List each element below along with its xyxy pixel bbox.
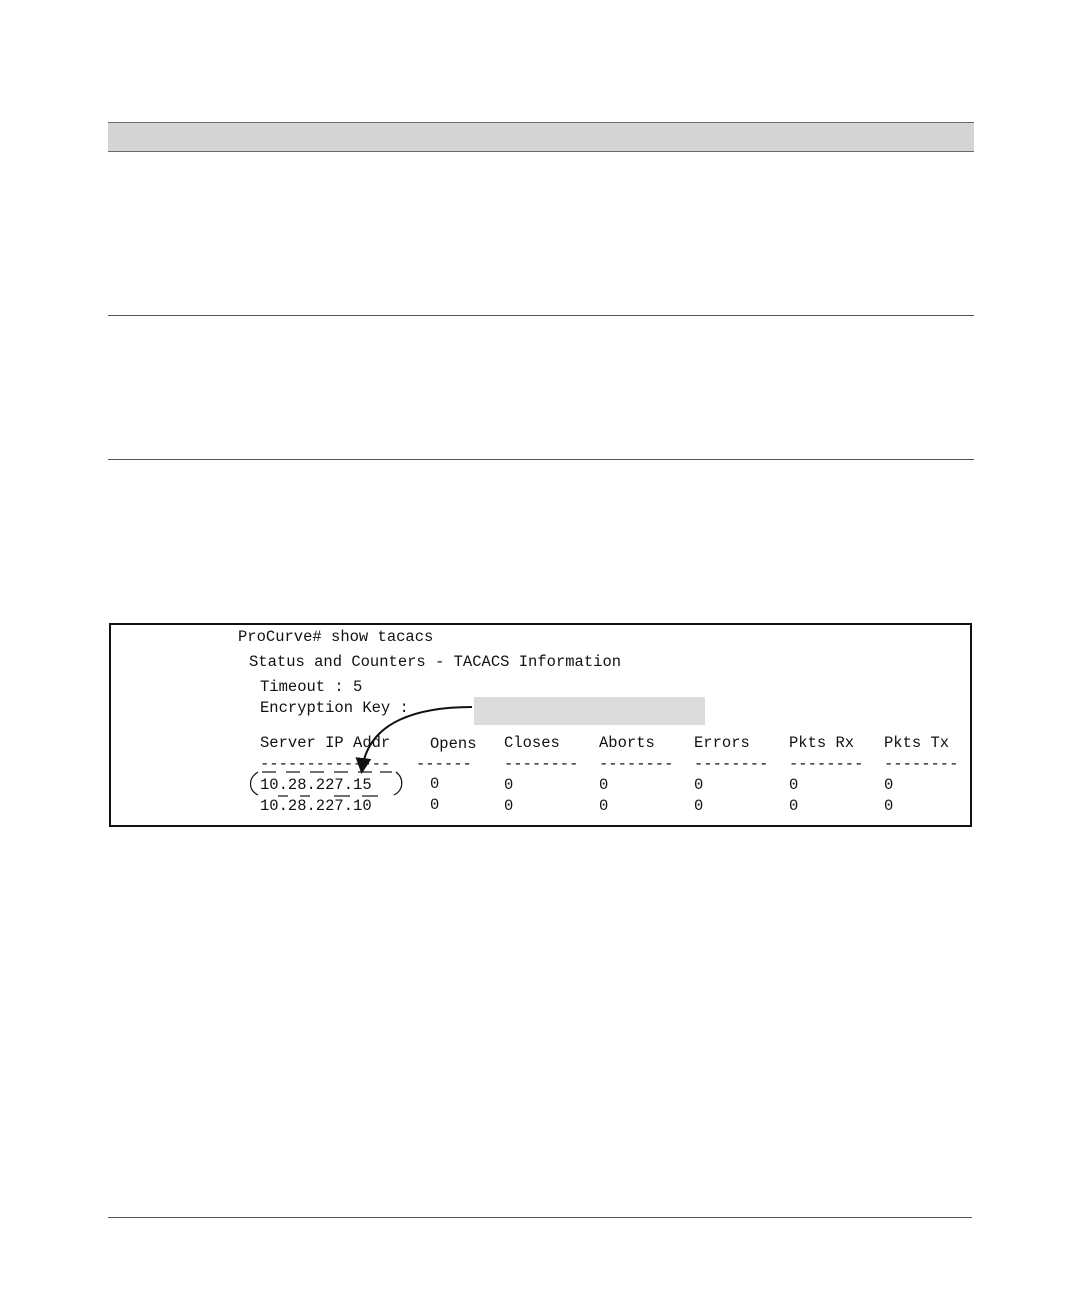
column-separator: -------- [694, 755, 769, 773]
table-row-1-errors: 0 [694, 776, 704, 794]
cli-timeout-line: Timeout : 5 [260, 678, 363, 696]
column-separator: -------- [789, 755, 864, 773]
table-row-1-opens: 0 [430, 775, 440, 793]
footer-rule [108, 1217, 972, 1218]
table-row-2-errors: 0 [694, 797, 704, 815]
table-row-1-closes: 0 [504, 776, 514, 794]
table-row-divider [108, 315, 974, 316]
table-row-2-closes: 0 [504, 797, 514, 815]
column-header-pkts-tx: Pkts Tx [884, 734, 950, 752]
column-separator: -------- [504, 755, 579, 773]
table-row-divider [108, 459, 974, 460]
column-separator: -------- [599, 755, 674, 773]
column-separator: -------- [884, 755, 959, 773]
table-row-1-aborts: 0 [599, 776, 609, 794]
cli-status-title: Status and Counters - TACACS Information [249, 653, 622, 671]
table-row-2-ip: 10.28.227.10 [260, 797, 372, 815]
table-row-1-ip: 10.28.227.15 [260, 776, 372, 794]
table-header-bar [108, 122, 974, 152]
column-header-errors: Errors [694, 734, 750, 752]
column-separator: ------ [416, 755, 472, 773]
table-row-2-aborts: 0 [599, 797, 609, 815]
table-row-2-pkts-tx: 0 [884, 797, 894, 815]
table-row-2-opens: 0 [430, 796, 440, 814]
column-separator: -------------- [260, 755, 391, 773]
column-header-aborts: Aborts [599, 734, 655, 752]
column-header-pkts-rx: Pkts Rx [789, 734, 855, 752]
column-header-opens: Opens [430, 735, 477, 753]
table-row-1-pkts-rx: 0 [789, 776, 799, 794]
encryption-key-value-box [474, 697, 705, 725]
cli-prompt-line: ProCurve# show tacacs [238, 628, 434, 646]
table-row-1-pkts-tx: 0 [884, 776, 894, 794]
table-row-2-pkts-rx: 0 [789, 797, 799, 815]
column-header-closes: Closes [504, 734, 560, 752]
cli-encryption-key-label: Encryption Key : [260, 699, 409, 717]
column-header-server-ip: Server IP Addr [260, 734, 391, 752]
